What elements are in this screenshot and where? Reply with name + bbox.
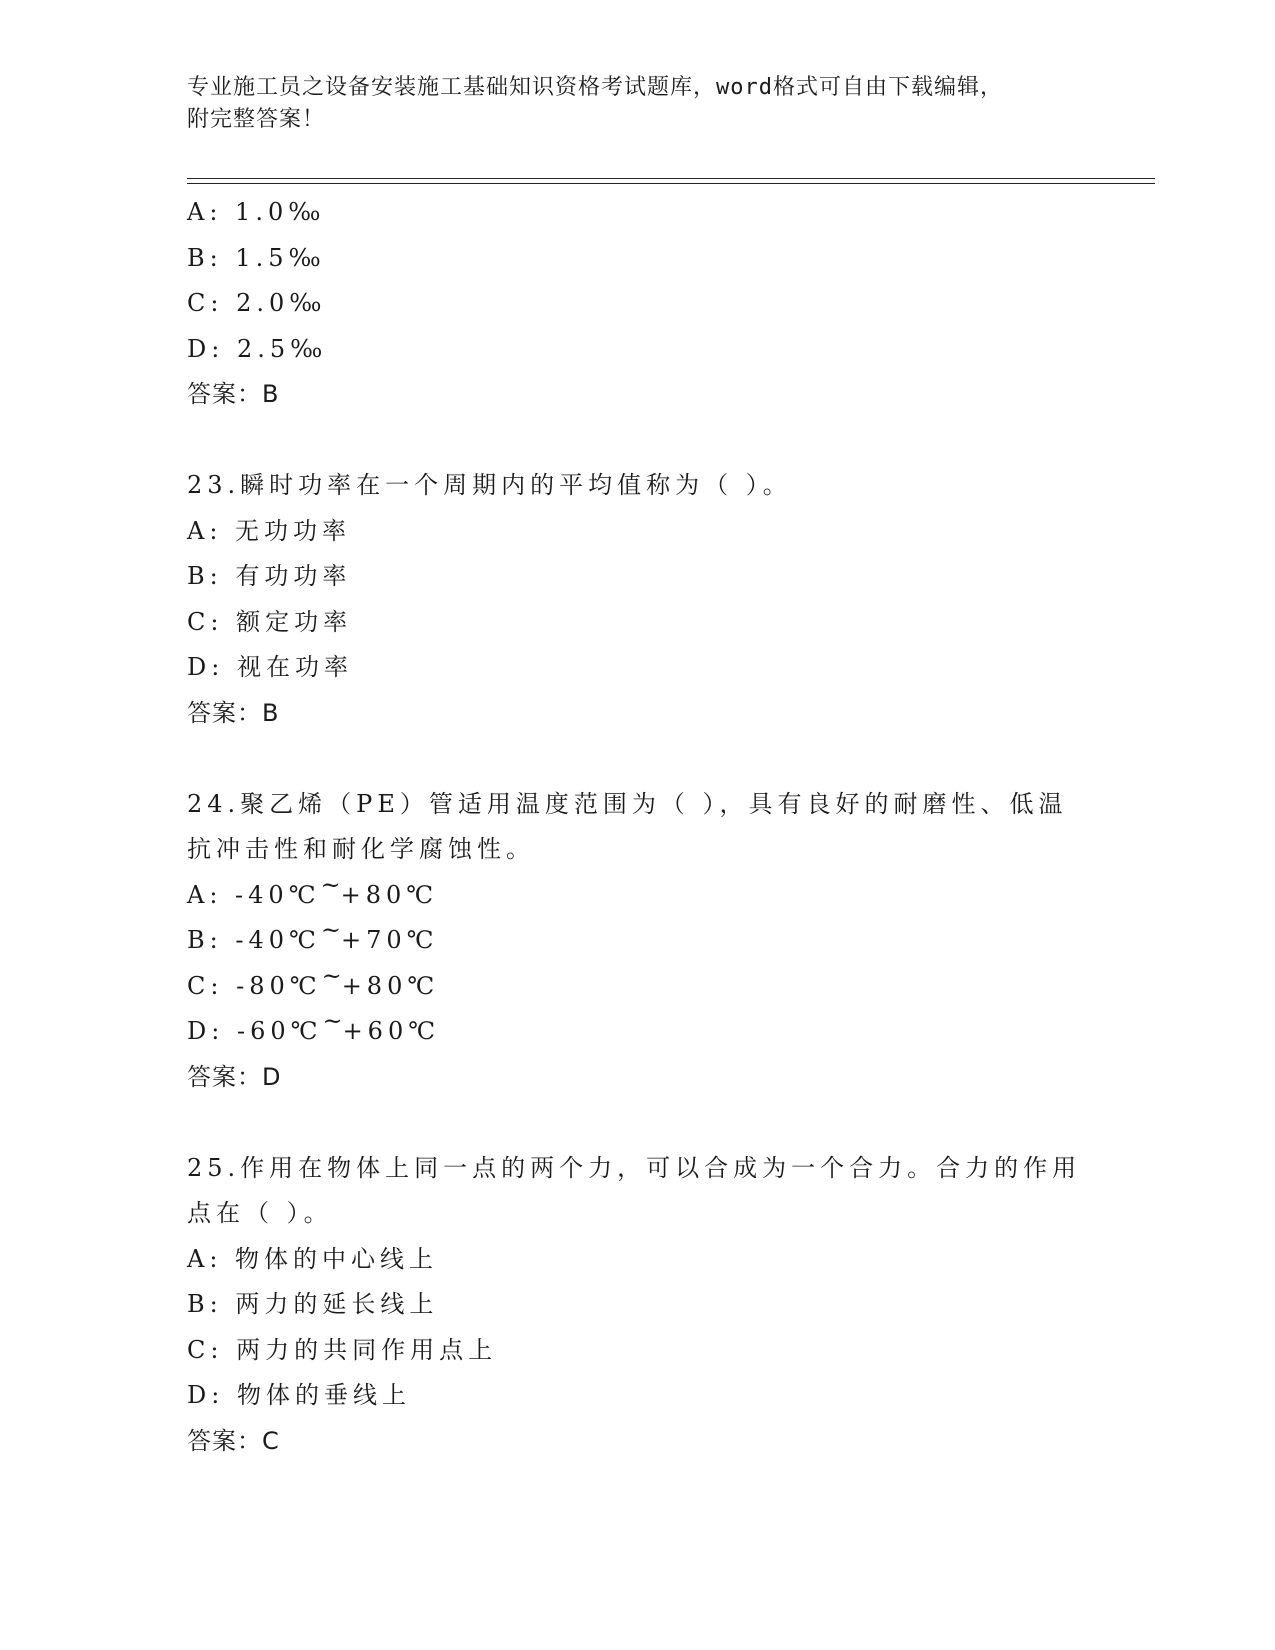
option-d: D: 2.5‰ — [187, 334, 328, 363]
question-text-line-2: 点在（ ）。 — [187, 1199, 333, 1227]
option-d: D: 物体的垂线上 — [187, 1381, 411, 1409]
option-d-start: D: -60℃ — [187, 1017, 323, 1045]
question-text-line-1: 24.聚乙烯（PE）管适用温度范围为（ ），具有良好的耐磨性、低温 — [187, 789, 1068, 818]
option-b — [187, 918, 1087, 964]
option-a: A: 物体的中心线上 — [187, 1244, 439, 1273]
option-b: B: 两力的延长线上 — [187, 1290, 439, 1318]
option-b-start: B: -40℃ — [187, 926, 321, 954]
option-a: A: 1.0‰ — [187, 198, 326, 226]
option-b-end: +70℃ — [340, 926, 439, 954]
question-text-line-2: 抗冲击性和耐化学腐蚀性。 — [187, 835, 535, 863]
question-24 — [187, 782, 1087, 1101]
option-d: D: 视在功率 — [187, 653, 353, 681]
tilde-mark: ~ — [321, 961, 342, 990]
question-list — [187, 190, 1087, 1464]
option-a-start: A: -40℃ — [187, 880, 321, 909]
answer: 答案：D — [187, 1062, 282, 1091]
question-23 — [187, 463, 1087, 736]
question-22 — [187, 190, 1087, 418]
question-25 — [187, 1146, 1087, 1465]
tilde-mark: ~ — [322, 1007, 343, 1035]
option-b: B: 有功功率 — [187, 562, 352, 590]
option-b: B: 1.5‰ — [187, 243, 326, 272]
tilde-mark: ~ — [320, 916, 341, 944]
answer: 答案：C — [187, 1426, 280, 1455]
answer: 答案：B — [187, 698, 280, 727]
option-d — [187, 1009, 1087, 1055]
document-header — [187, 72, 1067, 136]
option-a-end: +80℃ — [340, 880, 439, 909]
question-text-line-1: 25.作用在物体上同一点的两个力，可以合成为一个合力。合力的作用 — [187, 1153, 1082, 1182]
header-divider-bottom — [187, 183, 1155, 184]
option-d-end: +60℃ — [342, 1017, 441, 1045]
header-line-2: 附完整答案！ — [187, 107, 326, 132]
option-c-end: +80℃ — [341, 971, 440, 1000]
tilde-mark: ~ — [320, 870, 341, 899]
option-c: C: 额定功率 — [187, 607, 353, 636]
option-a — [187, 870, 1087, 919]
question-text: 23.瞬时功率在一个周期内的平均值称为（ ）。 — [187, 471, 792, 499]
header-divider-top — [187, 178, 1155, 179]
option-c-start: C: -80℃ — [187, 971, 322, 1000]
answer: 答案：B — [187, 380, 280, 408]
option-c: C: 两力的共同作用点上 — [187, 1335, 498, 1364]
header-line-1: 专业施工员之设备安装施工基础知识资格考试题库，word格式可自由下载编辑， — [187, 75, 1003, 100]
option-a: A: 无功功率 — [187, 516, 352, 545]
option-c: C: 2.0‰ — [187, 289, 327, 317]
option-c — [187, 961, 1087, 1010]
